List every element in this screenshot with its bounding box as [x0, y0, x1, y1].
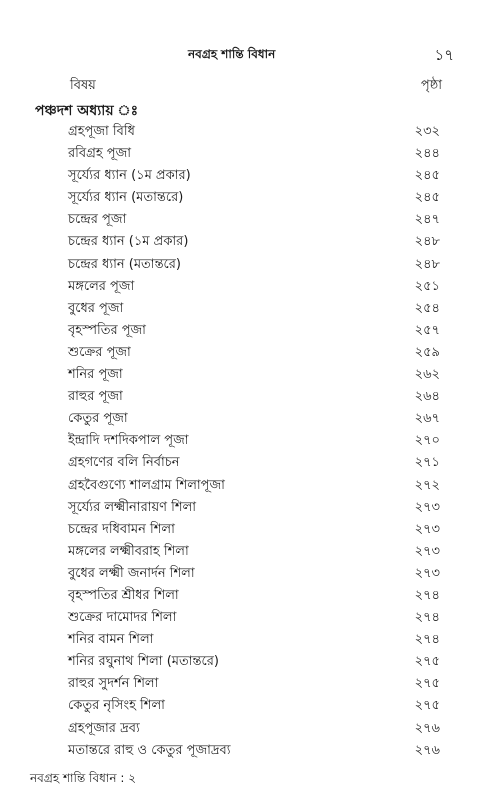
toc-entry: [0, 209, 492, 231]
toc-entry-title: কেতুর নৃসিংহ শিলা: [68, 698, 165, 714]
toc-entry-title: গ্রহপূজা বিধি: [68, 124, 135, 139]
toc-entry-title: শুক্রের দামোদর শিলা: [68, 610, 177, 626]
toc-entry-page: ২৪৪: [414, 146, 440, 162]
toc-entry-page: ২৬৭: [414, 411, 440, 427]
toc-entry: [0, 276, 492, 298]
toc-entry-page: ২৭২: [414, 477, 440, 493]
toc-entry-page: ২৫৯: [414, 344, 440, 360]
toc-entry: [0, 165, 492, 187]
toc-entry: [0, 320, 492, 342]
toc-entry: [0, 541, 492, 563]
toc-entry: [0, 519, 492, 541]
toc-entry-page: ২৭৫: [414, 676, 440, 692]
toc-entry: [0, 430, 492, 452]
toc-entry: [0, 651, 492, 673]
toc-entry-page: ২৭৪: [414, 610, 440, 626]
toc-entry-title: রবিগ্রহ পূজা: [68, 146, 132, 162]
toc-entry: [0, 452, 492, 474]
toc-entry: [0, 342, 492, 364]
toc-entry-title: চন্দ্রের ধ্যান (১ম প্রকার): [68, 234, 189, 250]
toc-entry-page: ২৭৩: [414, 565, 440, 581]
toc-entry: [0, 607, 492, 629]
toc-entry: [0, 298, 492, 320]
toc-entry-title: চন্দ্রের পূজা: [68, 212, 127, 228]
toc-entry-page: ২৪৫: [414, 168, 440, 184]
toc-entry-title: রাহুর সুদর্শন শিলা: [68, 676, 159, 692]
toc-entry-page: ২৫৪: [414, 300, 440, 316]
toc-entry-page: ২৭৩: [414, 521, 440, 537]
toc-entry: [0, 695, 492, 717]
toc-entry: [0, 143, 492, 165]
toc-entry-title: বুধের পূজা: [68, 300, 124, 316]
toc-entry-title: বুধের লক্ষ্মী জনার্দন শিলা: [68, 565, 195, 581]
toc-entry: [0, 408, 492, 430]
toc-entry-page: ২৫৭: [414, 322, 440, 338]
toc-entry-title: শনির পূজা: [68, 367, 123, 383]
toc-entry-page: ২৭৬: [414, 742, 440, 758]
toc-entry: [0, 673, 492, 695]
page-number: ১৭: [434, 46, 454, 64]
toc-entry-page: ২৭৫: [414, 698, 440, 714]
toc-entry: [0, 740, 492, 762]
toc-entry-title: সূর্য্যের ধ্যান (মতান্তরে): [68, 190, 184, 206]
toc-entry-title: মঙ্গলের পূজা: [68, 278, 135, 294]
toc-entry-page: ২৬৪: [414, 389, 440, 405]
toc-entry-page: ২৭০: [414, 433, 440, 449]
toc-entry: [0, 121, 492, 143]
toc-entry-title: রাহুর পূজা: [68, 389, 123, 405]
toc-entry: [0, 231, 492, 253]
page-header: [0, 46, 492, 68]
page-footer: নবগ্রহ শান্তি বিধান : ২: [30, 771, 137, 785]
toc-entry-page: ২৭৩: [414, 543, 440, 559]
toc-entry-page: ২৩২: [414, 124, 440, 139]
toc-entry: [0, 364, 492, 386]
toc-entry: [0, 386, 492, 408]
toc-entry-title: ইন্দ্রাদি দশদিকপাল পূজা: [68, 433, 189, 449]
toc-entry-title: চন্দ্রের দধিবামন শিলা: [68, 521, 175, 537]
toc-entry-page: ২৭৩: [414, 499, 440, 515]
section-heading: পঞ্চদশ অধ্যায় ঃ: [35, 103, 139, 119]
toc-entry: [0, 254, 492, 276]
toc-entry-page: ২৪৭: [414, 212, 440, 228]
toc-entry-page: ২৫১: [414, 278, 440, 294]
toc-entry-title: গ্রহবৈগুণ্যে শালগ্রাম শিলাপূজা: [68, 477, 225, 493]
toc-entry-title: গ্রহপূজার দ্রব্য: [68, 720, 140, 736]
toc-entry-title: সূর্য্যের লক্ষ্মীনারায়ণ শিলা: [68, 499, 197, 515]
toc-entry-title: শুক্রের পূজা: [68, 344, 131, 360]
toc-entry-page: ২৭১: [414, 455, 440, 471]
toc-entry-page: ২৭৫: [414, 654, 440, 670]
toc-entry-title: কেতুর পূজা: [68, 411, 128, 427]
toc-entry: [0, 187, 492, 209]
toc-entry: [0, 718, 492, 740]
page-column-header: পৃষ্ঠা: [420, 78, 442, 93]
toc-entry: [0, 475, 492, 497]
running-title: নবগ্রহ শান্তি বিধান: [188, 47, 276, 61]
toc-entry-title: চন্দ্রের ধ্যান (মতান্তরে): [68, 256, 181, 272]
toc-entry-page: ২৭৪: [414, 632, 440, 648]
toc-entry-page: ২৪৮: [414, 234, 440, 250]
toc-entry-page: ২৪৫: [414, 190, 440, 206]
toc-entry-title: শনির রঘুনাথ শিলা (মতান্তরে): [68, 654, 219, 670]
toc-entry-page: ২৬২: [414, 367, 440, 383]
toc-entry: [0, 563, 492, 585]
toc-entry-page: ২৭৬: [414, 720, 440, 736]
toc-entry-title: শনির বামন শিলা: [68, 632, 154, 648]
toc-entry: [0, 497, 492, 519]
toc-list: [0, 121, 492, 762]
subject-column-header: বিষয়: [70, 78, 96, 93]
toc-entry-page: ২৭৪: [414, 587, 440, 603]
toc-entry-title: গ্রহগণের বলি নির্বাচন: [68, 455, 180, 471]
column-headers: [0, 76, 492, 98]
toc-entry: [0, 585, 492, 607]
toc-entry-page: ২৪৮: [414, 256, 440, 272]
toc-entry-title: বৃহস্পতির শ্রীধর শিলা: [68, 587, 179, 603]
toc-entry-title: সূর্য্যের ধ্যান (১ম প্রকার): [68, 168, 191, 184]
toc-entry: [0, 629, 492, 651]
toc-entry-title: বৃহস্পতির পূজা: [68, 322, 146, 338]
toc-entry-title: মঙ্গলের লক্ষ্মীবরাহ শিলা: [68, 543, 189, 559]
toc-entry-title: মতান্তরে রাহু ও কেতুর পূজাদ্রব্য: [68, 742, 231, 758]
